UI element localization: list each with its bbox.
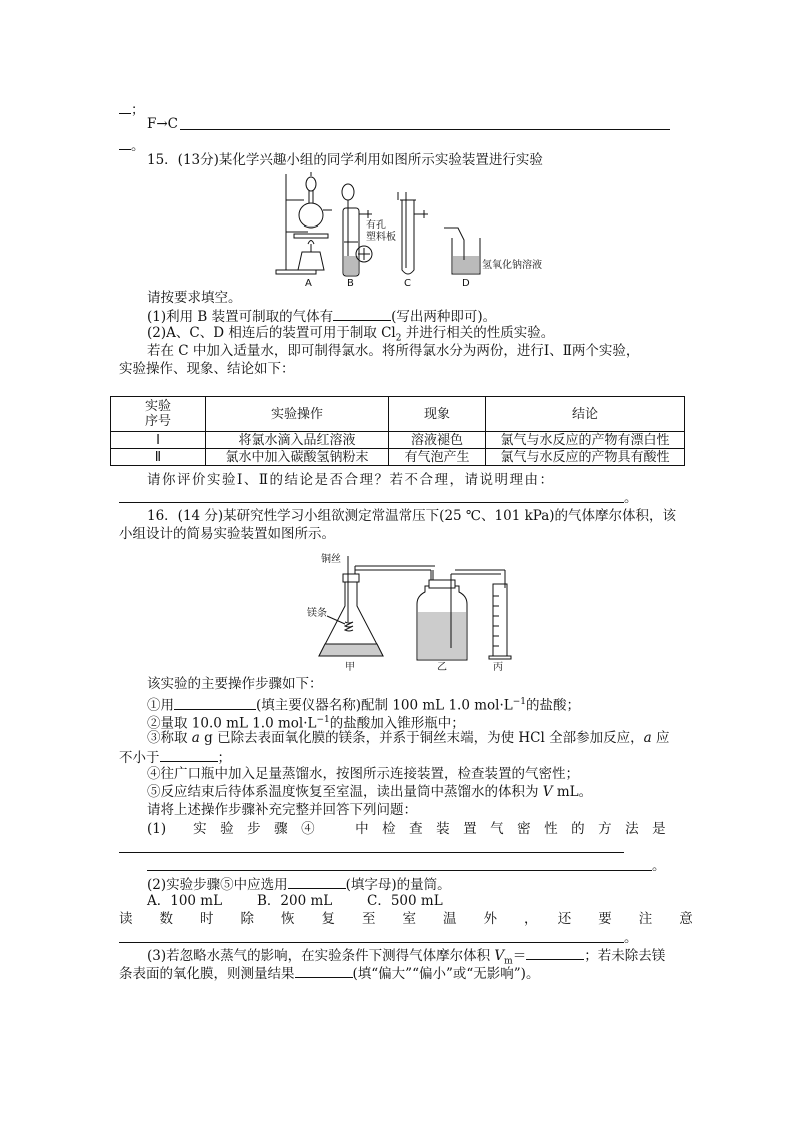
- answer-blank[interactable]: [174, 696, 256, 710]
- q15-part2-text-b: 并进行相关的性质实验。: [401, 325, 555, 341]
- q16-apparatus-figure: [305, 548, 525, 672]
- step2-text-a: ②量取 10.0 mL 1.0 mol·L: [147, 715, 317, 732]
- step3-var: a: [191, 730, 200, 746]
- step3-line2-text: 不小于: [119, 750, 160, 766]
- answer-line[interactable]: [119, 502, 624, 503]
- q3-vm: V: [494, 948, 505, 964]
- q15-part1-text-b: (写出两种即可)。: [391, 309, 497, 325]
- answer-blank[interactable]: [333, 307, 391, 321]
- step1-text-a: ①用: [147, 697, 174, 714]
- step3-text-c: 应: [651, 730, 670, 746]
- experiment-table: [110, 396, 685, 466]
- bottle-yi: [417, 570, 505, 660]
- answer-line[interactable]: [147, 870, 652, 871]
- q16-title-1: 16．(14 分)某研究性学习小组欲测定常温常压下(25 ℃、101 kPa)的气体摩尔体积，该: [147, 508, 677, 524]
- apparatus-d: [444, 228, 480, 274]
- answer-blank[interactable]: [119, 100, 131, 114]
- table-header: 结论: [486, 397, 685, 432]
- q15-part1-text-a: (1)利用 B 装置可制取的气体有: [147, 309, 334, 325]
- q16-step-2: [147, 712, 465, 732]
- table-cell: 氯气与水反应的产物有漂白性: [486, 432, 685, 449]
- q3-line2-text-a: 条表面的氧化膜，则测量结果: [119, 966, 295, 982]
- label-yi: 乙: [437, 662, 447, 672]
- answer-line[interactable]: [119, 942, 624, 943]
- table-cell: 将氯水滴入品红溶液: [206, 432, 389, 449]
- step2-sup: −1: [316, 715, 330, 725]
- q16-step-4: ④往广口瓶中加入足量蒸馏水，按图所示连接装置，检查装置的气密性；: [147, 766, 579, 782]
- q15-part2-text-a: (2)A、C、D 相连后的装置可用于制取 Cl: [147, 325, 396, 341]
- step3-text-a: ③称取: [147, 730, 192, 746]
- q3-text-b: ＝: [512, 948, 527, 964]
- q16-q3-line2: [119, 964, 539, 982]
- answer-blank[interactable]: [119, 136, 131, 150]
- q16-q1-end: 。: [652, 858, 666, 874]
- plate-label-2: 塑料板: [366, 232, 396, 243]
- step5-text-b: mL。: [552, 784, 593, 800]
- q16-step-5: [147, 784, 592, 800]
- step1-text-c: 的盐酸；: [526, 697, 580, 714]
- q16-step-3-line2: [119, 748, 231, 766]
- step3-var2: a: [643, 730, 652, 746]
- q15-part2-line2: 若在 C 中加入适量水，即可制得氯水。将所得氯水分为两份，进行Ⅰ、Ⅱ两个实验，: [147, 343, 640, 359]
- q16-read: 读 数 时 除 恢 复 至 室 温 外 ， 还 要 注 意: [119, 911, 693, 927]
- naoh-label: 氢氧化钠溶液: [482, 260, 542, 271]
- table-header-row: [111, 397, 685, 432]
- q3-text-a: (3)若忽略水蒸气的影响，在实验条件下测得气体摩尔体积: [147, 948, 495, 964]
- label-c: C: [404, 278, 411, 288]
- q3-vm-sub: m: [504, 956, 513, 967]
- option-b: B．200 mL: [257, 893, 333, 909]
- option-c: C．500 mL: [367, 893, 443, 909]
- label-d: D: [462, 278, 470, 288]
- q15-title: 15．(13分)某化学兴趣小组的同学利用如图所示实验装置进行实验: [147, 152, 543, 168]
- step5-var: V: [542, 784, 553, 800]
- cylinder-bing: [489, 584, 511, 659]
- step2-text-b: 的盐酸加入锥形瓶中；: [329, 715, 465, 732]
- fc-label: F→C: [147, 116, 179, 132]
- q2-text-b: (填字母)的量筒。: [345, 877, 451, 893]
- wire-label: 铜丝: [321, 554, 341, 565]
- label-bing: 丙: [493, 662, 503, 672]
- step5-text-a: ⑤反应结束后待体系温度恢复至室温，读出量筒中蒸馏水的体积为: [147, 784, 543, 800]
- prev-line-1: [119, 100, 145, 118]
- table-cell: 溶液褪色: [389, 432, 486, 449]
- label-jia: 甲: [345, 662, 355, 672]
- table-cell: 氯水中加入碳酸氢钠粉末: [206, 449, 389, 466]
- table-row: [111, 432, 685, 449]
- answer-blank[interactable]: [160, 748, 218, 762]
- plate-label-1: 有孔: [366, 220, 386, 231]
- table-header: 现象: [389, 397, 486, 432]
- q16-read-end: 。: [624, 930, 638, 946]
- step1-sup: −1: [512, 697, 526, 707]
- table-cell: Ⅱ: [111, 449, 206, 466]
- q2-text-a: (2)实验步骤⑤中应选用: [147, 877, 288, 893]
- q16-step-3: [147, 730, 669, 746]
- prev-line-1-end: ；: [131, 102, 145, 118]
- table-cell: 有气泡产生: [389, 449, 486, 466]
- table-header: 实验 序号: [111, 397, 206, 432]
- mg-label: 镁条: [307, 608, 327, 619]
- table-cell: Ⅰ: [111, 432, 206, 449]
- q15-evaluate-end: 。: [624, 490, 638, 506]
- q15-part2-line3: 实验操作、现象、结论如下：: [119, 361, 295, 377]
- answer-line[interactable]: [180, 129, 670, 130]
- q16-q1: (1) 实 验 步 骤 ④ 中 检 查 装 置 气 密 性 的 方 法 是: [147, 821, 666, 837]
- q15-part1: [147, 307, 496, 325]
- step3-text-b: g 已除去表面氧化膜的镁条，并系于铜丝末端，为使 HCl 全部参加反应，: [199, 730, 644, 746]
- apparatus-a: [276, 172, 332, 274]
- answer-blank[interactable]: [295, 964, 353, 978]
- q16-title-2: 小组设计的简易实验装置如图所示。: [119, 526, 335, 542]
- q16-q2: [147, 875, 451, 893]
- q16-step-1: [147, 694, 580, 714]
- option-a: A．100 mL: [147, 893, 223, 909]
- table-row: [111, 449, 685, 466]
- prev-line-3-end: 。: [131, 138, 145, 154]
- label-a: A: [305, 278, 312, 288]
- apparatus-c: [398, 192, 428, 274]
- q3-line2-text-b: (填“偏大”“偏小”或“无影响”)。: [352, 966, 540, 982]
- q3-text-c: ；若未除去镁: [584, 948, 666, 964]
- flask-jia: [319, 556, 435, 656]
- q15-part2-sub: 2: [395, 333, 402, 344]
- q16-steps-intro: 该实验的主要操作步骤如下：: [147, 676, 323, 692]
- table-cell: 氯气与水反应的产物具有酸性: [486, 449, 685, 466]
- answer-blank[interactable]: [526, 946, 584, 960]
- q16-ask: 请将上述操作步骤补充完整并回答下列问题：: [147, 802, 417, 818]
- answer-line[interactable]: [119, 852, 624, 853]
- step3-end: ；: [217, 750, 231, 766]
- q15-instruction: 请按要求填空。: [147, 290, 242, 306]
- prev-line-fc: [147, 116, 178, 132]
- label-b: B: [347, 278, 354, 288]
- answer-blank[interactable]: [288, 875, 346, 889]
- prev-line-3: [119, 136, 145, 154]
- q15-evaluate: 请你评价实验Ⅰ、Ⅱ的结论是否合理？若不合理，请说明理由：: [147, 472, 555, 488]
- table-header: 实验操作: [206, 397, 389, 432]
- q15-apparatus-figure: [268, 170, 558, 288]
- step1-text-b: (填主要仪器名称)配制 100 mL 1.0 mol·L: [256, 697, 513, 714]
